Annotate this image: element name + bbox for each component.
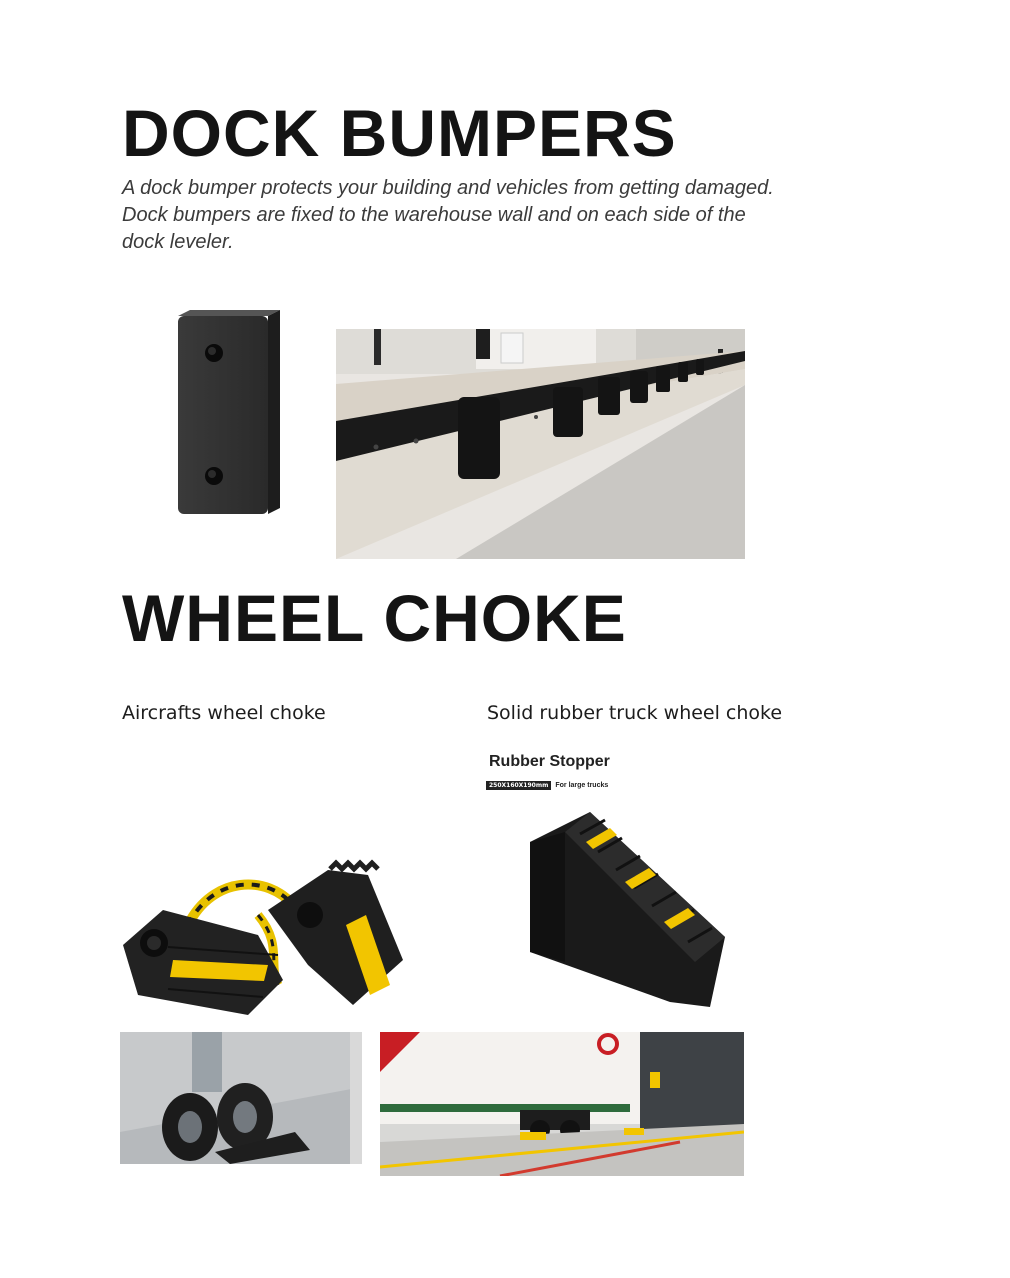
description-line: dock leveler. — [122, 231, 234, 253]
aircraft-wheel-choke-image — [118, 855, 408, 1025]
rubber-stopper-title: Rubber Stopper — [489, 753, 610, 770]
dock-bumper-product-image — [168, 308, 288, 520]
dock-bumpers-description — [122, 175, 922, 256]
caption-truck-wheel-choke: Solid rubber truck wheel choke — [487, 702, 783, 724]
truck-loading-dock-photo — [380, 1032, 744, 1176]
warehouse-dock-bumpers-photo — [336, 329, 745, 559]
aircraft-landing-gear-photo — [120, 1032, 362, 1164]
truck-rubber-stopper-image — [520, 812, 730, 1012]
rubber-stopper-spec-row — [486, 781, 608, 790]
caption-aircraft-wheel-choke: Aircrafts wheel choke — [122, 702, 326, 724]
description-line: A dock bumper protects your building and vehicles from getting damaged. — [122, 177, 774, 199]
section-title-wheel-choke: WHEEL CHOKE — [122, 581, 627, 655]
rubber-stopper-note: For large trucks — [555, 782, 609, 789]
section-title-dock-bumpers: DOCK BUMPERS — [122, 96, 677, 170]
description-line: Dock bumpers are fixed to the warehouse wall and on each side of the — [122, 204, 746, 226]
rubber-stopper-dimensions: 250X160X190mm — [486, 781, 551, 790]
